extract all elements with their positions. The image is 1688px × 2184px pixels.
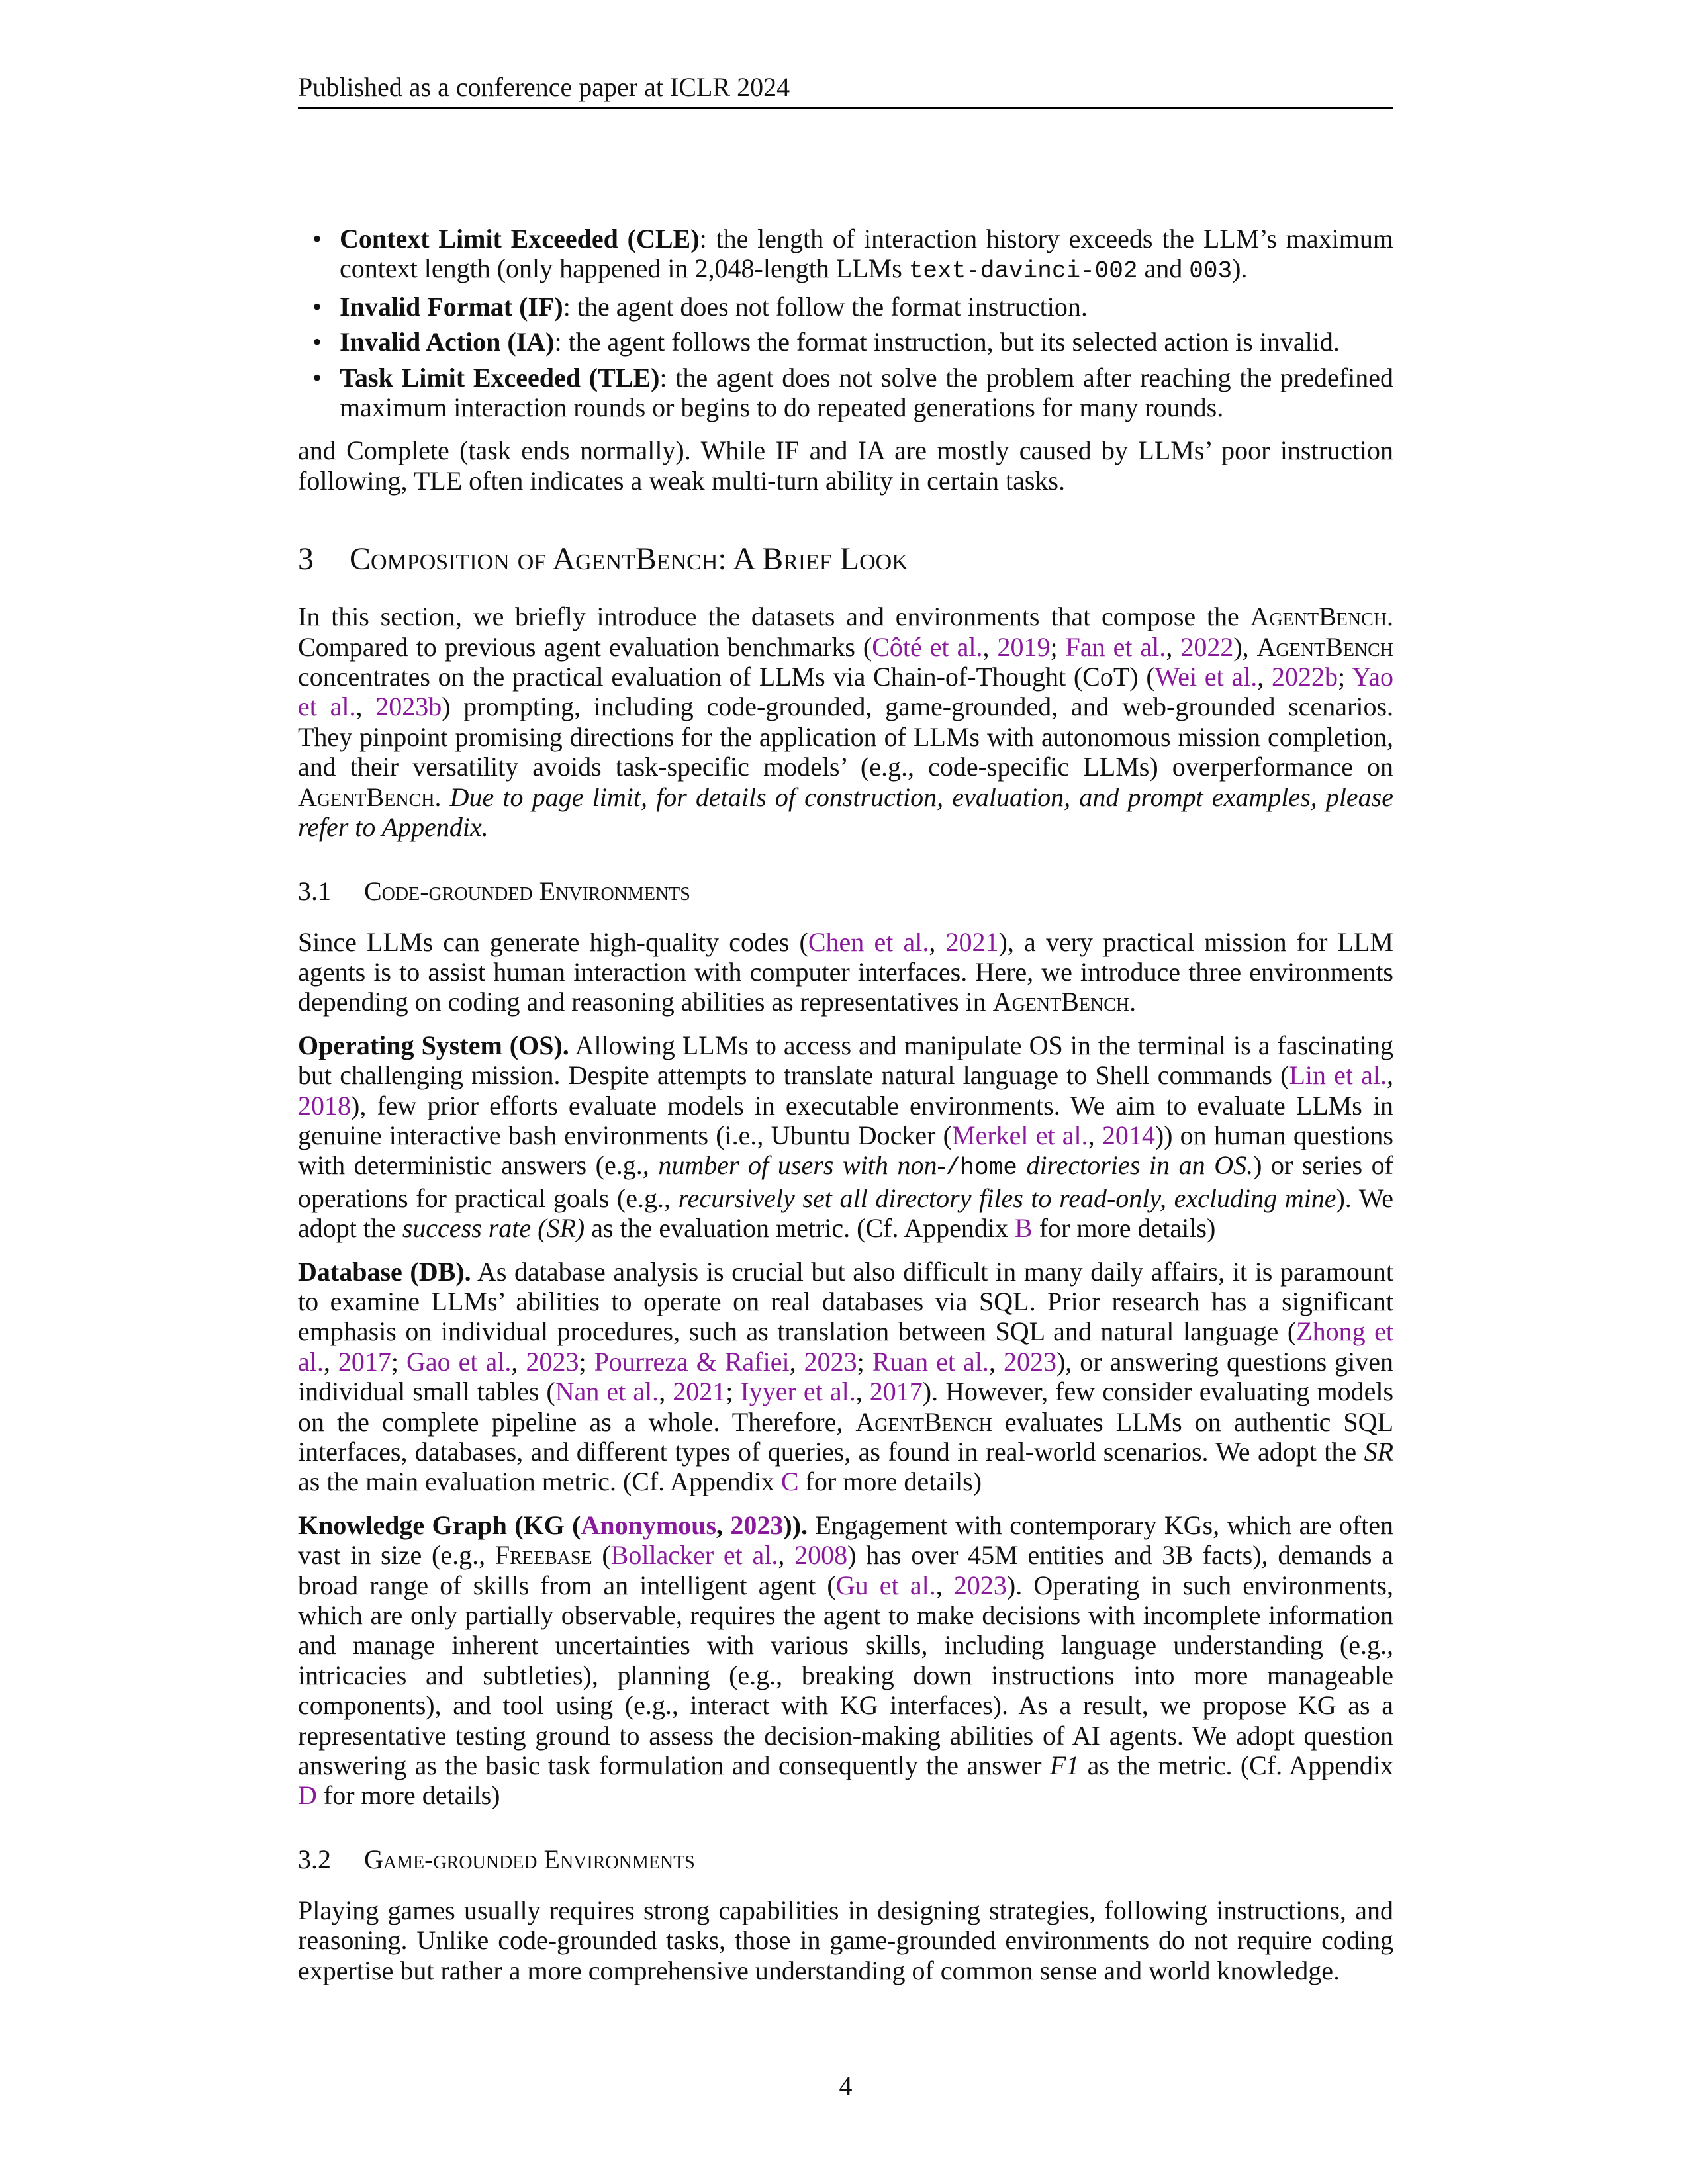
citation-link[interactable]: 2022 bbox=[1180, 631, 1234, 662]
subsection-heading bbox=[298, 1844, 1393, 1876]
paragraph-kg: Knowledge Graph (KG (Anonymous, 2023)). Engagement with contemporary KGs, which are often vast in size (e.g., Freebase (Bollacker et al., 2008) has over 45M entities and 3B facts), demands a broad range of skills from an intelligent agent (Gu et al., 2023). Operating in such environments, which are only partially observable, requires the agent to make decisions with incomplete information and manage inherent uncertainties with various skills, including language understanding (e.g., intricacies and subtleties), planning (e.g., breaking down instructions into more manageable components), and tool using (e.g., interact with KG interfaces). As a result, we propose KG as a representative testing ground to assess the decision-making abilities of AI agents. We adopt question answering as the basic task formulation and consequently the answer F1 as the metric. (Cf. Appendix D for more details) bbox=[298, 1510, 1394, 1811]
subsection-title: Game-grounded Environments bbox=[364, 1844, 695, 1874]
paragraph-term: Operating System (OS). bbox=[298, 1030, 569, 1060]
inline-code: text-davinci-002 bbox=[908, 257, 1138, 285]
paragraph-db: Database (DB). As database analysis is crucial but also difficult in many daily affairs, it is paramount to examine LLMs’ abilities to operate on real databases via SQL. Prior research has a significant emphasis on individual procedures, such as translation between SQL and natural language (Zhong et al., 2017; Gao et al., 2023; Pourreza & Rafiei, 2023; Ruan et al., 2023), or answering questions given individual small tables (Nan et al., 2021; Iyyer et al., 2017). However, few consider evaluating models on the complete pipeline as a whole. Therefore, AgentBench evaluates LLMs on authentic SQL interfaces, databases, and different types of queries, as found in real-world scenarios. We adopt the SR as the main evaluation metric. (Cf. Appendix C for more details) bbox=[298, 1256, 1394, 1497]
citation-link[interactable]: Iyyer et al. bbox=[740, 1377, 856, 1407]
citation-link[interactable]: 2023 bbox=[1003, 1346, 1056, 1377]
subsection-number: 3.1 bbox=[298, 876, 331, 906]
citation-link[interactable]: Yao et al. bbox=[298, 662, 1394, 722]
bullet-term: Context Limit Exceeded (CLE) bbox=[340, 224, 700, 253]
citation-link[interactable]: 2014 bbox=[1102, 1120, 1155, 1150]
citation-link[interactable]: 2023 bbox=[526, 1346, 579, 1377]
page-body bbox=[298, 224, 1393, 1985]
page-number: 4 bbox=[839, 2071, 853, 2101]
bullet-term: Invalid Action (IA) bbox=[340, 327, 555, 357]
citation-link[interactable]: Fan et al. bbox=[1065, 631, 1166, 662]
citation-link[interactable]: 2021 bbox=[945, 927, 999, 957]
subsection-title: Code-grounded Environments bbox=[364, 876, 690, 906]
citation-link[interactable]: 2018 bbox=[298, 1090, 351, 1120]
status-definition-list bbox=[298, 224, 1393, 422]
citation-link[interactable]: Nan et al. bbox=[555, 1377, 659, 1407]
appendix-link[interactable]: B bbox=[1015, 1213, 1033, 1244]
citation-link[interactable]: 2023 bbox=[804, 1346, 857, 1377]
appendix-link[interactable]: C bbox=[780, 1467, 799, 1497]
citation-link[interactable]: 2008 bbox=[794, 1540, 848, 1570]
paragraph: Since LLMs can generate high-quality codes (Chen et al., 2021), a very practical mission for LLM agents is to assist human interaction with computer interfaces. Here, we introduce three environments depending on coding and reasoning abilities as representatives in AgentBench. bbox=[298, 927, 1393, 1017]
citation-link[interactable]: 2019 bbox=[997, 631, 1051, 662]
citation-link[interactable]: 2022b bbox=[1272, 662, 1338, 692]
citation-link[interactable]: Pourreza & Rafiei bbox=[594, 1346, 790, 1377]
citation-link[interactable]: 2017 bbox=[869, 1377, 923, 1407]
section-title: Composition of AgentBench: A Brief Look bbox=[350, 541, 908, 577]
paragraph: Playing games usually requires strong capabilities in designing strategies, following instructions, and reasoning. Unlike code-grounded tasks, those in game-grounded environments do not require coding expertise but rather a more comprehensive understanding of common sense and world knowledge. bbox=[298, 1895, 1393, 1985]
citation-link[interactable]: Wei et al. bbox=[1154, 662, 1258, 692]
citation-link[interactable]: 2023 bbox=[953, 1570, 1007, 1600]
paragraph: and Complete (task ends normally). While IF and IA are mostly caused by LLMs’ poor instruction following, TLE often indicates a weak multi-turn ability in certain tasks. bbox=[298, 435, 1393, 496]
citation-link[interactable]: Gao et al. bbox=[406, 1346, 512, 1377]
inline-code: /home bbox=[945, 1154, 1017, 1182]
running-header: Published as a conference paper at ICLR 2024 bbox=[298, 71, 1393, 109]
citation-link[interactable]: Côté et al. bbox=[872, 631, 983, 662]
list-item: • Invalid Format (IF): the agent does not follow the format instruction. bbox=[298, 292, 1393, 322]
citation-link[interactable]: Ruan et al. bbox=[872, 1346, 989, 1377]
paragraph-term: Knowledge Graph (KG (Anonymous, 2023)). bbox=[298, 1510, 808, 1540]
subsection-number: 3.2 bbox=[298, 1844, 331, 1874]
paragraph: In this section, we briefly introduce the datasets and environments that compose the AgentBench. Compared to previous agent evaluation benchmarks (Côté et al., 2019; Fan et al., 2022), AgentBench concentrates on the practical evaluation of LLMs via Chain-of-Thought (CoT) (Wei et al., 2022b; Yao et al., 2023b) prompting, including code-grounded, game-grounded, and web-grounded scenarios. They pinpoint promising directions for the application of LLMs with autonomous mission completion, and their versatility avoids task-specific models’ (e.g., code-specific LLMs) overperformance on AgentBench. Due to page limit, for details of construction, evaluation, and prompt examples, please refer to Appendix. bbox=[298, 602, 1394, 842]
paragraph-term: Database (DB). bbox=[298, 1256, 471, 1287]
citation-link[interactable]: Zhong et al. bbox=[298, 1316, 1393, 1377]
citation-link[interactable]: Lin et al. bbox=[1289, 1060, 1387, 1091]
citation-link[interactable]: 2017 bbox=[338, 1346, 391, 1377]
citation-link[interactable]: Chen et al. bbox=[808, 927, 929, 957]
citation-link[interactable]: Bollacker et al. bbox=[610, 1540, 778, 1570]
citation-link[interactable]: Merkel et al. bbox=[952, 1120, 1088, 1150]
list-item: • Context Limit Exceeded (CLE): the length of interaction history exceeds the LLM’s maximum context length (only happened in 2,048-length LLMs text-davinci-002 and 003). bbox=[298, 224, 1393, 287]
citation-link[interactable]: 2021 bbox=[673, 1377, 726, 1407]
citation-link[interactable]: 2023b bbox=[375, 692, 442, 722]
list-item: • Invalid Action (IA): the agent follows the format instruction, but its selected action is invalid. bbox=[298, 327, 1393, 357]
subsection-heading bbox=[298, 876, 1393, 907]
bullet-term: Task Limit Exceeded (TLE) bbox=[340, 362, 660, 392]
section-heading bbox=[298, 541, 1393, 578]
citation-link[interactable]: 2023 bbox=[730, 1510, 784, 1540]
list-item: • Task Limit Exceeded (TLE): the agent does not solve the problem after reaching the predefined maximum interaction rounds or begins to do repeated generations for many rounds. bbox=[298, 363, 1393, 423]
inline-code: 003 bbox=[1189, 257, 1233, 285]
citation-link[interactable]: Anonymous bbox=[581, 1510, 717, 1540]
section-number: 3 bbox=[298, 541, 314, 577]
paragraph-os: Operating System (OS). Allowing LLMs to access and manipulate OS in the terminal is a fascinating but challenging mission. Despite attempts to translate natural language to Shell commands (Lin et al., 2018), few prior efforts evaluate models in executable environments. We aim to evaluate LLMs in genuine interactive bash environments (i.e., Ubuntu Docker (Merkel et al., 2014)) on human questions with deterministic answers (e.g., number of users with non-/home directories in an OS.) or series of operations for practical goals (e.g., recursively set all directory files to read-only, excluding mine). We adopt the success rate (SR) as the evaluation metric. (Cf. Appendix B for more details) bbox=[298, 1030, 1393, 1244]
citation-link[interactable]: Gu et al. bbox=[835, 1570, 936, 1600]
appendix-link[interactable]: D bbox=[298, 1780, 317, 1811]
bullet-term: Invalid Format (IF) bbox=[340, 291, 563, 322]
